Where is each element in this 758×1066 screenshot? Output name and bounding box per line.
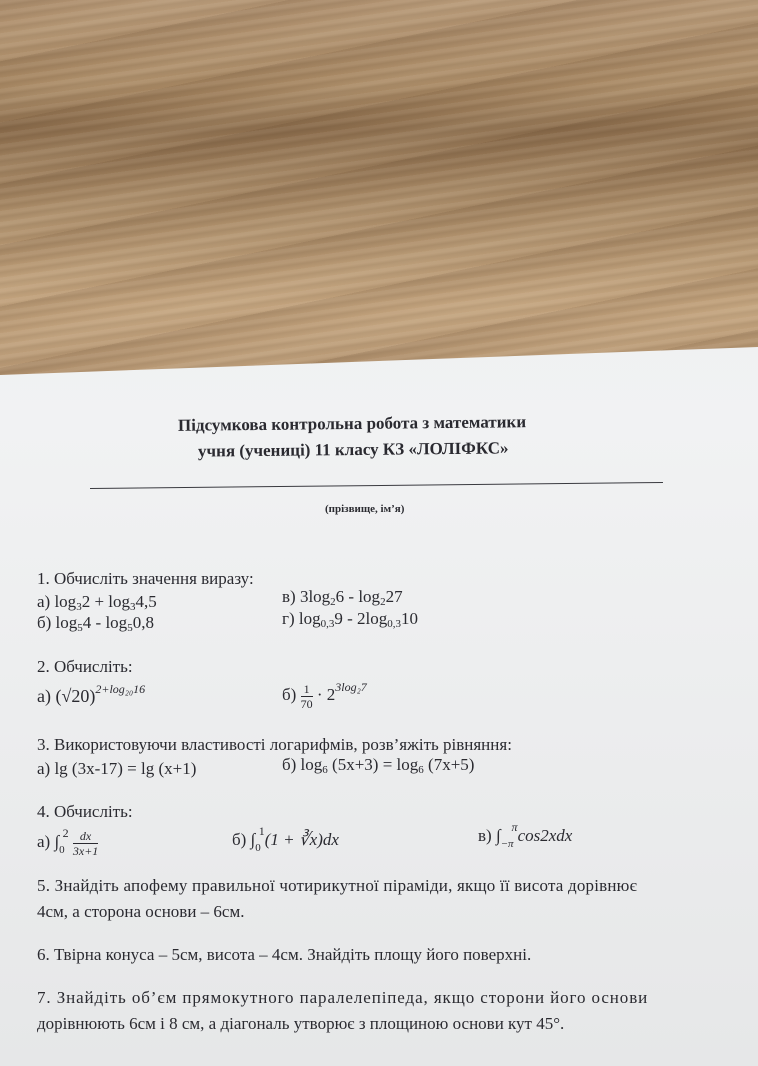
q5-line1: 5. Знайдіть апофему правильної чотирикутної піраміди, якщо її висота дорівнює xyxy=(37,876,638,895)
wooden-table-background xyxy=(0,0,758,380)
q7-line1: 7. Знайдіть об’єм прямокутного паралелепіпеда, якщо сторони його основи xyxy=(37,988,649,1007)
name-caption: (прізвище, ім’я) xyxy=(325,503,405,515)
q3-b: б) $\log_6 (5x+3) = \log_6 (7x+5)$ xyxy=(282,755,475,776)
q3-text: 3. Використовуючи властивості логарифмів, розв’яжіть рівняння: xyxy=(37,735,512,754)
q4-a: а) $\int_0^2$ $\frac{dx}{3x+1}$ xyxy=(37,826,99,858)
q2-a: а) $(√20)^{2+log_{20}16}$ xyxy=(37,682,146,706)
q4-text: 4. Обчисліть: xyxy=(37,802,133,821)
q1-text: 1. Обчисліть значення виразу: xyxy=(37,569,254,588)
q2-text: 2. Обчисліть: xyxy=(37,657,133,676)
q3-a: а) lg (3x-17) = lg (x+1) xyxy=(37,759,197,778)
q5-line2: 4см, а сторона основи – 6см. xyxy=(37,902,245,921)
q7-line2: дорівнюють 6см і 8 см, а діагональ утворює з площиною основи кут 45°. xyxy=(37,1014,565,1033)
q2-b: б) $\frac{1}{70}$ · $2^{3log_27}$ xyxy=(282,680,367,711)
q4-b: б) $\int_0^1(1$ + ∛x)dx xyxy=(232,824,339,854)
title-line-1: Підсумкова контрольна робота з математики xyxy=(177,412,527,435)
q6-text: 6. Твірна конуса – 5см, висота – 4см. Знайдіть площу його поверхні. xyxy=(37,945,532,964)
q1-g: г) $\log_{0,3}9 - 2\log_{0,3}10$ xyxy=(282,609,418,630)
q1-a: а) $\log_32 + \log_34,5$ xyxy=(37,592,157,613)
title-line-2: учня (учениці) 11 класу КЗ «ЛОЛІФКС» xyxy=(197,438,509,461)
q1-b: б) $\log_54 - \log_50,8$ xyxy=(37,613,154,634)
q4-v: в) $\int_{-\pi}^\pi\cos 2xdx$ xyxy=(478,820,573,850)
q1-v: в) $3\log_26 - \log_227$ xyxy=(282,587,403,608)
